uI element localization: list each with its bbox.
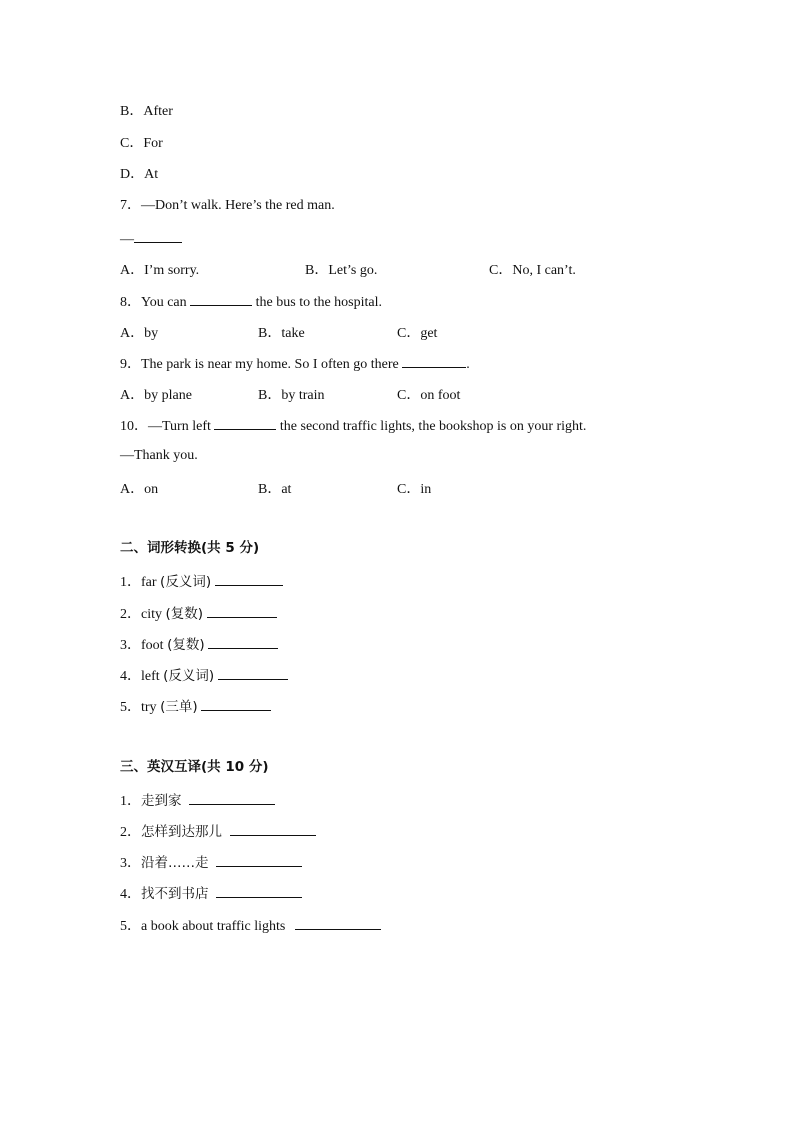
q9-option-b: B．by train [258, 388, 325, 403]
section3-item-4 [120, 883, 302, 904]
q10-answer-blank[interactable] [214, 415, 276, 430]
answer-blank[interactable] [208, 634, 278, 649]
section2-item-4 [120, 665, 288, 686]
section3-item-1 [120, 790, 275, 811]
section2-item-1 [120, 571, 283, 592]
item-number: 1． [120, 794, 141, 809]
q9-option-a: A．by plane [120, 388, 192, 403]
item-text: 怎样到达那儿 [141, 824, 222, 840]
q8-answer-blank[interactable] [190, 291, 252, 306]
item-word: far [141, 575, 157, 590]
answer-blank[interactable] [215, 571, 283, 586]
q6-option-c: C．For [120, 136, 163, 151]
item-word: left [141, 669, 160, 684]
q7-option-a: A．I’m sorry. [120, 263, 200, 278]
q8-option-a: A．by [120, 326, 159, 341]
item-text: 找不到书店 [141, 886, 209, 902]
answer-blank[interactable] [230, 821, 316, 836]
answer-blank[interactable] [189, 790, 275, 805]
answer-blank[interactable] [216, 883, 302, 898]
q10-stem [120, 415, 586, 436]
q10-reply: —Thank you. [120, 448, 198, 463]
section3-item-3 [120, 852, 302, 873]
section2-title: 二、词形转换(共 5 分) [120, 540, 260, 556]
section3-item-2 [120, 821, 316, 842]
item-hint: (复数) [165, 606, 204, 622]
q8-suffix: the bus to the hospital. [255, 295, 383, 310]
section2-item-3 [120, 634, 278, 655]
q8-stem [120, 291, 382, 312]
item-hint: (反义词) [160, 574, 212, 590]
q6-option-b: B．After [120, 104, 173, 119]
item-text: 沿着……走 [141, 855, 209, 871]
q7-option-b: B．Let’s go. [305, 263, 378, 278]
answer-blank[interactable] [201, 696, 271, 711]
section2-item-2 [120, 603, 277, 624]
item-number: 4． [120, 669, 141, 684]
q10-option-b: B．at [258, 482, 292, 497]
item-number: 3． [120, 856, 141, 871]
q6-option-d: D．At [120, 167, 159, 182]
q10-suffix: the second traffic lights, the bookshop is on your right. [279, 419, 587, 434]
item-text: a book about traffic lights [141, 919, 286, 934]
q9-prefix: 9．The park is near my home. So I often go there [120, 357, 399, 372]
item-word: city [141, 607, 162, 622]
item-number: 2． [120, 825, 141, 840]
q8-option-b: B．take [258, 326, 305, 341]
q9-suffix: . [466, 357, 470, 372]
item-hint: (复数) [167, 637, 205, 653]
item-number: 3． [120, 638, 141, 653]
section2-item-5 [120, 696, 271, 717]
item-hint: (反义词) [163, 668, 215, 684]
q7-answer-blank[interactable] [134, 228, 182, 243]
item-hint: (三单) [160, 699, 198, 715]
section3-title: 三、英汉互译(共 10 分) [120, 759, 269, 775]
q7-reply [120, 228, 182, 249]
q10-option-c: C．in [397, 482, 432, 497]
answer-blank[interactable] [216, 852, 302, 867]
q7-reply-dash: — [120, 232, 134, 247]
item-number: 1． [120, 575, 141, 590]
item-number: 4． [120, 887, 141, 902]
q7-option-c: C．No, I can’t. [489, 263, 576, 278]
item-text: 走到家 [141, 793, 182, 809]
q10-option-a: A．on [120, 482, 159, 497]
answer-blank[interactable] [295, 915, 381, 930]
answer-blank[interactable] [207, 603, 277, 618]
item-number: 5． [120, 700, 141, 715]
item-number: 5． [120, 919, 141, 934]
q10-prefix: 10．—Turn left [120, 419, 211, 434]
item-word: try [141, 700, 157, 715]
section3-item-5 [120, 915, 381, 936]
q7-stem: 7．—Don’t walk. Here’s the red man. [120, 198, 335, 213]
item-word: foot [141, 638, 164, 653]
q8-option-c: C．get [397, 326, 438, 341]
q9-stem [120, 353, 470, 374]
q9-option-c: C．on foot [397, 388, 461, 403]
q8-prefix: 8．You can [120, 295, 187, 310]
answer-blank[interactable] [218, 665, 288, 680]
item-number: 2． [120, 607, 141, 622]
q9-answer-blank[interactable] [402, 353, 466, 368]
